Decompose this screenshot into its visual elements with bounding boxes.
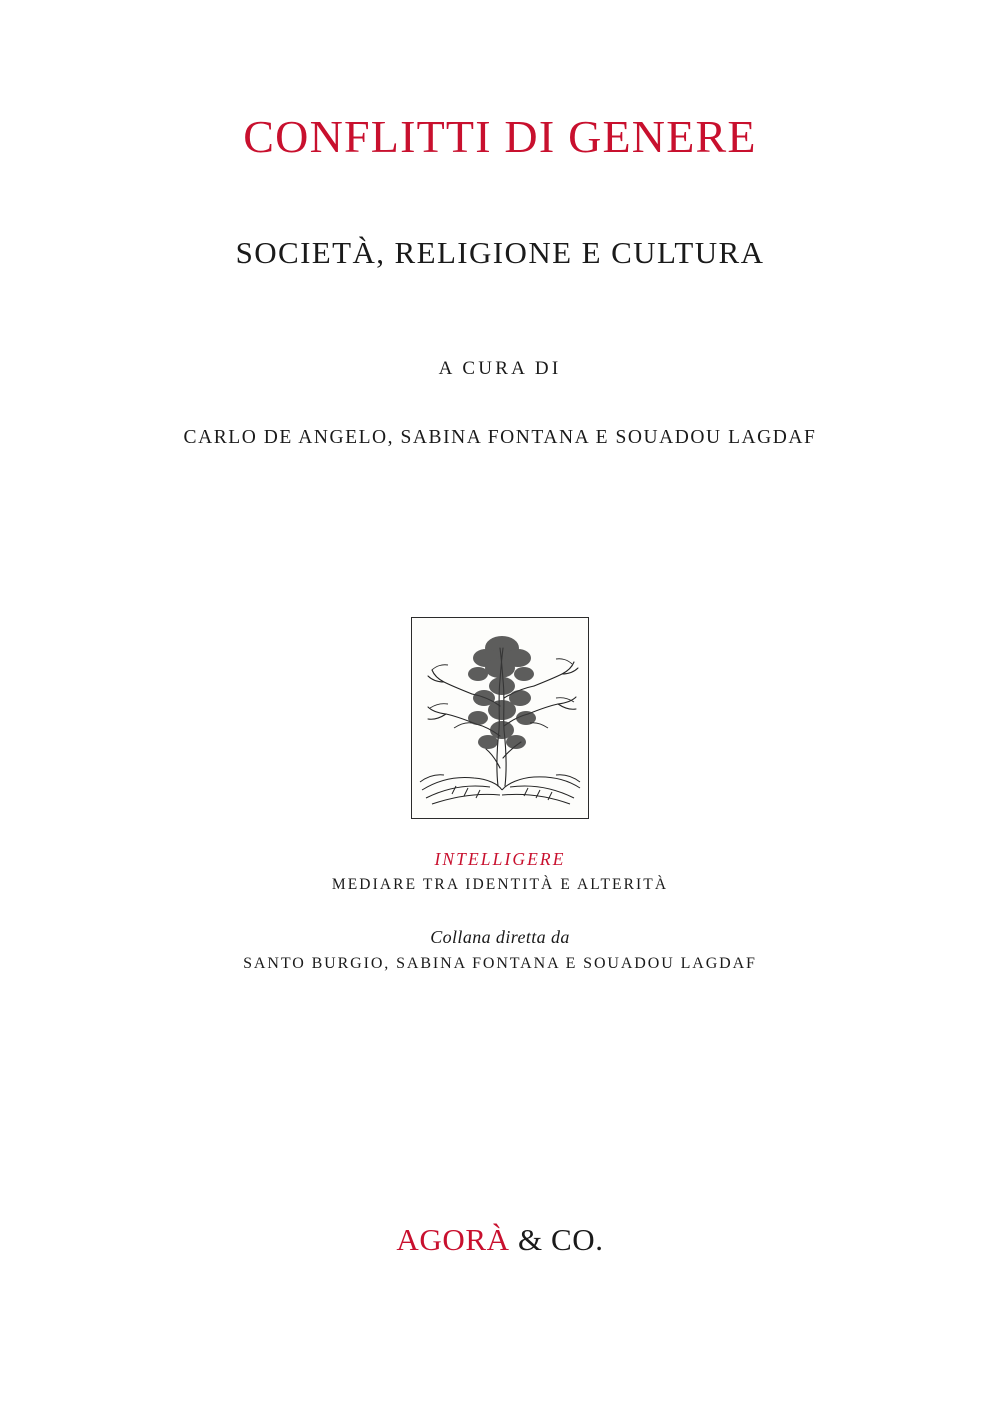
edited-by-label: A CURA DI xyxy=(438,357,562,379)
title-block xyxy=(0,0,1000,271)
printer-mark-wrap xyxy=(0,449,1000,819)
series-directed-label: Collana diretta da xyxy=(430,926,570,947)
page-title: CONFLITTI DI GENERE xyxy=(243,111,757,162)
publisher-block xyxy=(0,1222,1000,1258)
publisher-brand: AGORÀ xyxy=(396,1222,510,1257)
series-block xyxy=(0,819,1000,973)
publisher-name xyxy=(0,1222,1000,1258)
page-subtitle: SOCIETÀ, RELIGIONE E CULTURA xyxy=(235,234,765,270)
series-tagline: MEDIARE TRA IDENTITÀ E ALTERITÀ xyxy=(331,875,669,893)
series-name: INTELLIGERE xyxy=(434,848,566,869)
publisher-suffix: & CO. xyxy=(517,1222,604,1257)
tree-woodcut-icon xyxy=(411,617,589,819)
series-directors: SANTO BURGIO, SABINA FONTANA E SOUADOU LAGDAF xyxy=(243,954,757,972)
editors-names: CARLO DE ANGELO, SABINA FONTANA E SOUADOU LAGDAF xyxy=(183,426,817,448)
editors-block xyxy=(0,271,1000,449)
